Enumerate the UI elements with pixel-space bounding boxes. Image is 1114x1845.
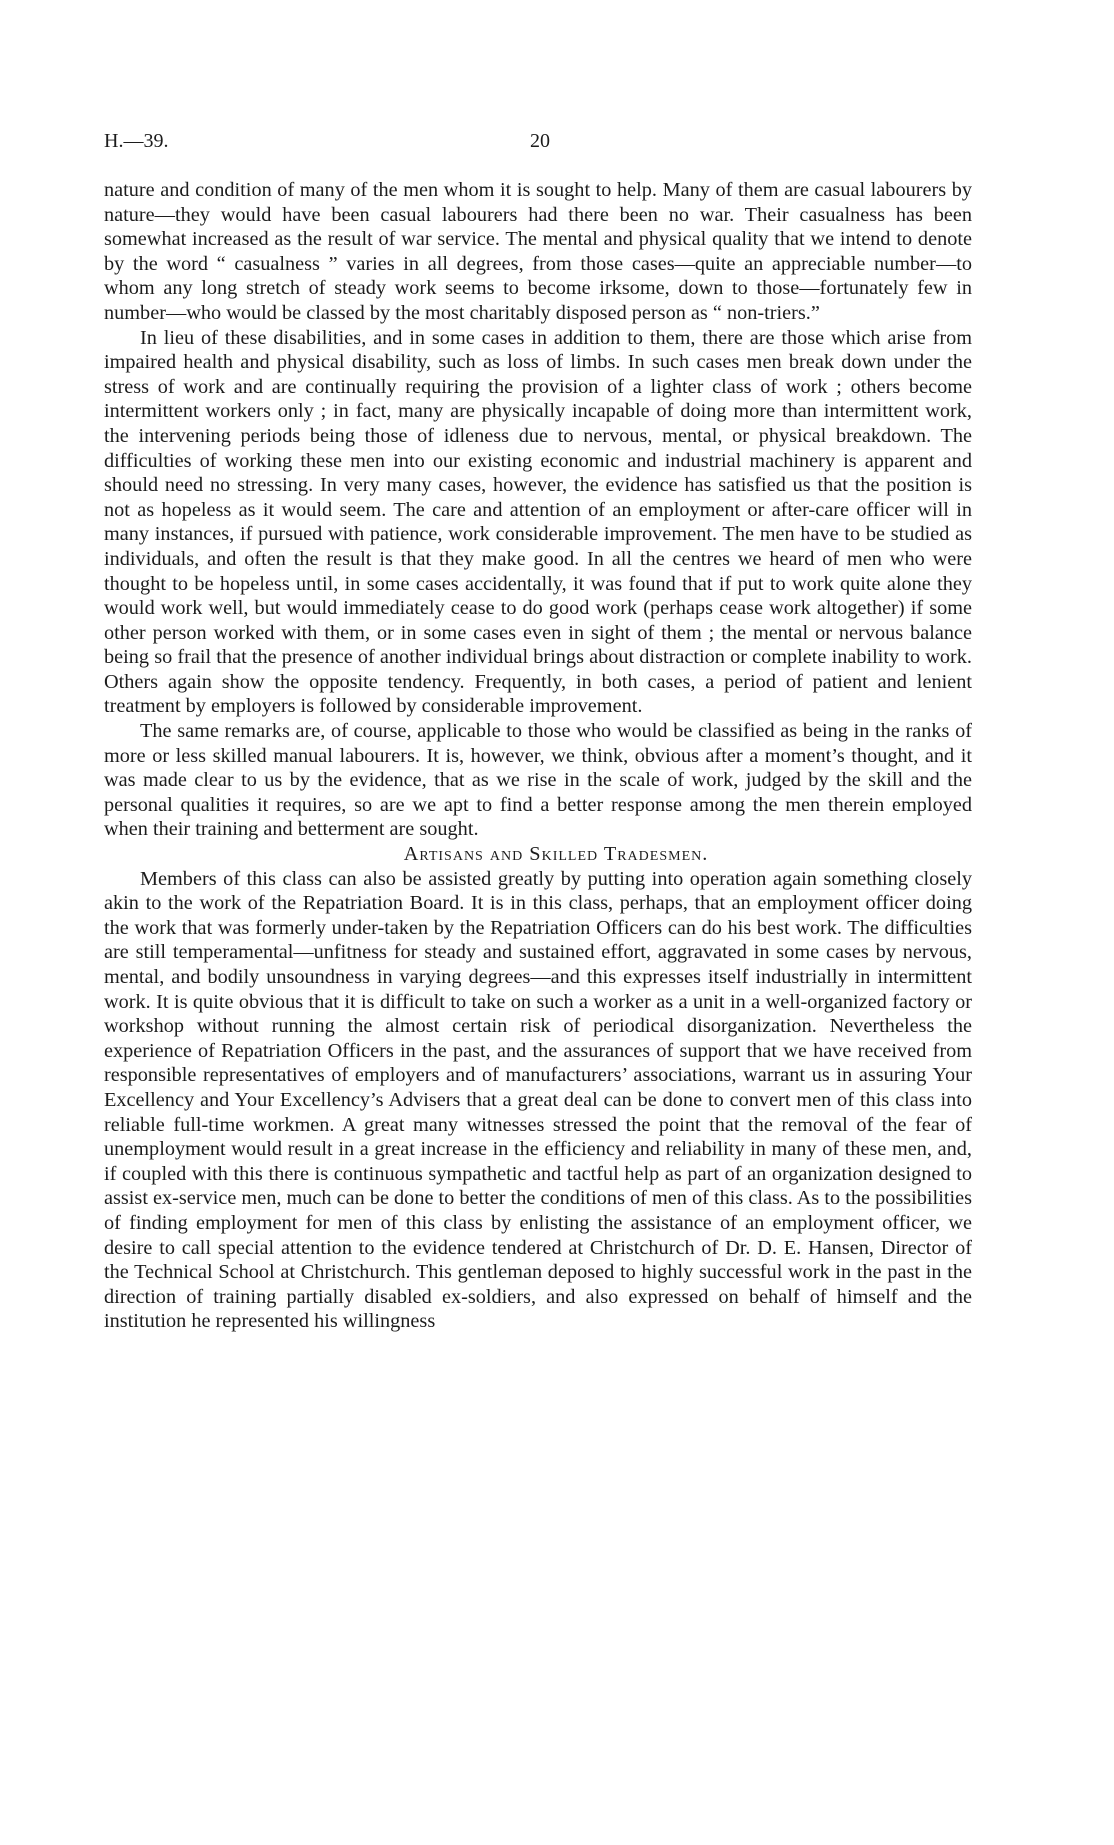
body-text — [104, 178, 972, 1334]
page-number: 20 — [530, 130, 550, 152]
paragraph: Members of this class can also be assisted greatly by putting into operation again something closely akin to the work of the Repatriation Board. It is in this class, perhaps, that an employment officer doing the work that was formerly under-taken by the Repatriation Officers can do his best work. The difficulties are still temperamental—unfitness for steady and sustained effort, aggravated in some cases by nervous, mental, and bodily unsoundness in varying degrees—and this expresses itself industrially in intermittent work. It is quite obvious that it is difficult to take on such a worker as a unit in a well-organized factory or workshop without running the almost certain risk of periodical disorganization. Nevertheless the experience of Repatriation Officers in the past, and the assurances of support that we have received from responsible representatives of employers and of manufacturers’ associations, warrant us in assuring Your Excellency and Your Excellency’s Advisers that a great deal can be done to convert men of this class into reliable full-time workmen. A great many witnesses stressed the point that the removal of the fear of unemployment would result in a great increase in the efficiency and reliability in many of these men, and, if coupled with this there is continuous sympathetic and tactful help as part of an organization designed to assist ex-service men, much can be done to better the conditions of men of this class. As to the possibilities of finding employment for men of this class by enlisting the assistance of an employment officer, we desire to call special attention to the evidence tendered at Christchurch of Dr. D. E. Hansen, Director of the Technical School at Christchurch. This gentleman deposed to highly successful work in the past in the direction of training partially disabled ex-soldiers, and also expressed on behalf of himself and the institution he represented his willingness — [104, 867, 972, 1333]
running-header — [104, 130, 972, 162]
paragraph: In lieu of these disabilities, and in some cases in addition to them, there are those which arise from impaired health and physical disability, such as loss of limbs. In such cases men break down under the stress of work and are continually requiring the provision of a lighter class of work ; others become intermittent workers only ; in fact, many are physically incapable of doing more than intermittent work, the intervening periods being those of idleness due to nervous, mental, or physical breakdown. The difficulties of working these men into our existing economic and industrial machinery is apparent and should need no stressing. In very many cases, however, the evidence has satisfied us that the position is not as hopeless as it would seem. The care and attention of an employment or after-care officer will in many instances, if pursued with patience, work considerable improvement. The men have to be studied as individuals, and often the result is that they make good. In all the centres we heard of men who were thought to be hopeless until, in some cases accidentally, it was found that if put to work quite alone they would work well, but would immediately cease to do good work (perhaps cease work altogether) if some other person worked with them, or in some cases even in sight of them ; the mental or nervous balance being so frail that the presence of another individual brings about distraction or complete inability to work. Others again show the opposite tendency. Frequently, in both cases, a period of patient and lenient treatment by employers is followed by considerable improvement. — [104, 326, 972, 718]
paragraph: The same remarks are, of course, applicable to those who would be classified as being in the ranks of more or less skilled manual labourers. It is, however, we think, obvious after a moment’s thought, and it was made clear to us by the evidence, that as we rise in the scale of work, judged by the skill and the personal qualities it requires, so are we apt to find a better response among the men therein employed when their training and betterment are sought. — [104, 720, 972, 841]
paragraph: nature and condition of many of the men whom it is sought to help. Many of them are casual labourers by nature—they would have been casual labourers had there been no war. Their casualness has been somewhat increased as the result of war service. The mental and physical quality that we intend to denote by the word “ casualness ” varies in all degrees, from those cases—quite an appreciable number—to whom any long stretch of steady work seems to become irksome, down to those—fortunately few in number—who would be classed by the most charitably disposed person as “ non-triers.” — [104, 179, 972, 324]
document-code: H.—39. — [104, 130, 169, 152]
section-heading: Artisans and Skilled Tradesmen. — [403, 843, 709, 866]
